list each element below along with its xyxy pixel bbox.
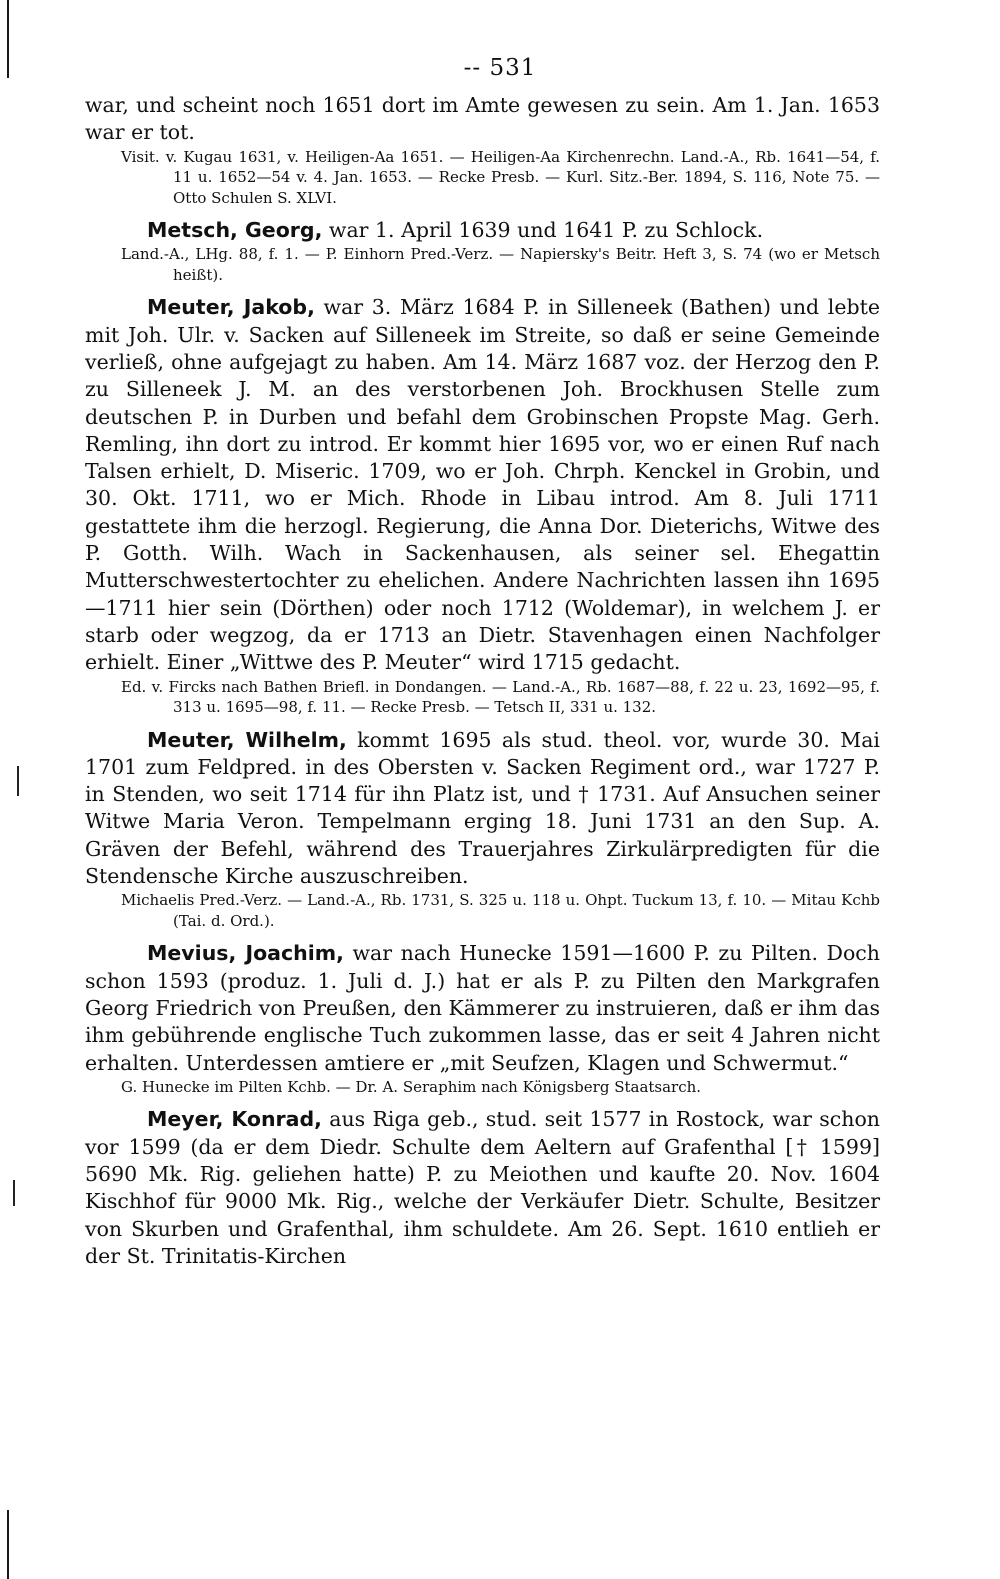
margin-mark bbox=[17, 766, 19, 796]
entry-text bbox=[85, 940, 880, 1076]
page-number: -- 531 bbox=[463, 55, 537, 81]
entry-text bbox=[85, 1106, 880, 1270]
entry-sources: Ed. v. Fircks nach Bathen Briefl. in Dondangen. — Land.-A., Rb. 1687—88, f. 22 u. 23, 1692—95, f. 313 u. 1695—98, f. 11. — Recke Presb. — Tetsch II, 331 u. 132. bbox=[121, 677, 880, 717]
entry-meyer-konrad bbox=[85, 1106, 880, 1270]
entry-body: war 3. März 1684 P. in Silleneek (Bathen) und lebte mit Joh. Ulr. v. Sacken auf Silleneek im Streite, so daß er seine Gemeinde verließ, ohne aufgejagt zu haben. Am 14. März 1687 voz. der Herzog den P. zu Silleneek J. M. an des verstorbenen Joh. Brockhusen Stelle zum deutschen P. in Durben und befahl dem Grobinschen Propste Mag. Gerh. Remling, ihn dort zu introd. Er kommt hier 1695 vor, wo er einen Ruf nach Talsen erhielt, D. Miseric. 1709, wo er Joh. Chrph. Kenckel in Grobin, und 30. Okt. 1711, wo er Mich. Rhode in Libau introd. Am 8. Juli 1711 gestattete ihm die herzogl. Regierung, die Anna Dor. Dieterichs, Witwe des P. Gotth. Wilh. Wach in Sackenhausen, als seiner sel. Ehegattin Mutterschwestertochter zu ehelichen. Andere Nachrichten lassen ihn 1695—1711 hier sein (Dörthen) oder noch 1712 (Woldemar), in welchem J. er starb oder wegzog, da er 1713 an Dietr. Stavenhagen einen Nachfolger erhielt. Einer „Wittwe des P. Meuter“ wird 1715 gedacht. bbox=[85, 295, 880, 675]
entry-body: aus Riga geb., stud. seit 1577 in Rostock, war schon vor 1599 (da er dem Diedr. Schulte dem Aeltern auf Grafenthal [† 1599] 5690 Mk. Rig. geliehen hatte) P. zu Meiothen und kaufte 20. Nov. 1604 Kischhof für 9000 Mk. Rig., welche der Verkäufer Dietr. Schulte, Besitzer von Skurben und Grafenthal, ihm schuldete. Am 26. Sept. 1610 entlieh er der St. Trinitatis-Kirchen bbox=[85, 1107, 880, 1268]
left-margin-rule-bottom bbox=[7, 1510, 9, 1579]
entry-sources: Land.-A., LHg. 88, f. 1. — P. Einhorn Pred.-Verz. — Napiersky's Beitr. Heft 3, S. 74 (wo er Metsch heißt). bbox=[121, 245, 880, 284]
entry-meuter-jakob bbox=[85, 294, 880, 717]
entry-name: Meuter, Jakob, bbox=[147, 295, 315, 320]
entry-name: Mevius, Joachim, bbox=[147, 941, 344, 966]
page-body bbox=[85, 92, 880, 1270]
continuation-sources: Visit. v. Kugau 1631, v. Heiligen-Aa 1651. — Heiligen-Aa Kirchenrechn. Land.-A., Rb. 1641—54, f. 11 u. 1652—54 v. 4. Jan. 1653. — Recke Presb. — Kurl. Sitz.-Ber. 1894, S. 116, Note 75. — Otto Schulen S. XLVI. bbox=[121, 147, 880, 207]
entry-metsch-georg bbox=[85, 217, 880, 285]
entry-body: war 1. April 1639 und 1641 P. zu Schlock. bbox=[328, 218, 764, 243]
entry-body: war nach Hunecke 1591—1600 P. zu Pilten. Doch schon 1593 (produz. 1. Juli d. J.) hat er als P. zu Pilten den Markgrafen Georg Friedrich von Preußen, den Kämmerer zu instruieren, daß er ihm das ihm gebührende englische Tuch zukommen lasse, das er seit 4 Jahren nicht erhalten. Unterdessen amtiere er „mit Seufzen, Klagen und Schwermut.“ bbox=[85, 941, 880, 1075]
entry-mevius-joachim bbox=[85, 940, 880, 1097]
entry-meuter-wilhelm bbox=[85, 727, 880, 932]
continuation-text: war, und scheint noch 1651 dort im Amte gewesen zu sein. Am 1. Jan. 1653 war er tot. bbox=[85, 93, 880, 145]
entry-name: Meuter, Wilhelm, bbox=[147, 727, 347, 752]
entry-body: kommt 1695 als stud. theol. vor, wurde 30. Mai 1701 zum Feldpred. in des Obersten v. Sacken Regiment ord., war 1727 P. in Stenden, wo seit 1714 für ihn Platz ist, und † 1731. Auf Ansuchen seiner Witwe Maria Veron. Tempelmann erging 18. Juni 1731 an den Sup. A. Gräven der Befehl, während des Trauerjahres Zirkulärpredigten für die Stendensche Kirche auszuschreiben. bbox=[85, 727, 880, 889]
entry-sources: G. Hunecke im Pilten Kchb. — Dr. A. Seraphim nach Königsberg Staatsarch. bbox=[121, 1077, 702, 1096]
margin-mark bbox=[13, 1180, 15, 1206]
entry-sources: Michaelis Pred.-Verz. — Land.-A., Rb. 1731, S. 325 u. 118 u. Ohpt. Tuckum 13, f. 10. — Mitau Kchb (Tai. d. Ord.). bbox=[121, 891, 880, 930]
entry-name: Metsch, Georg, bbox=[147, 218, 323, 243]
entry-text bbox=[85, 217, 880, 244]
entry-name: Meyer, Konrad, bbox=[147, 1107, 322, 1132]
entry-text bbox=[85, 294, 880, 676]
entry-text bbox=[85, 727, 880, 891]
